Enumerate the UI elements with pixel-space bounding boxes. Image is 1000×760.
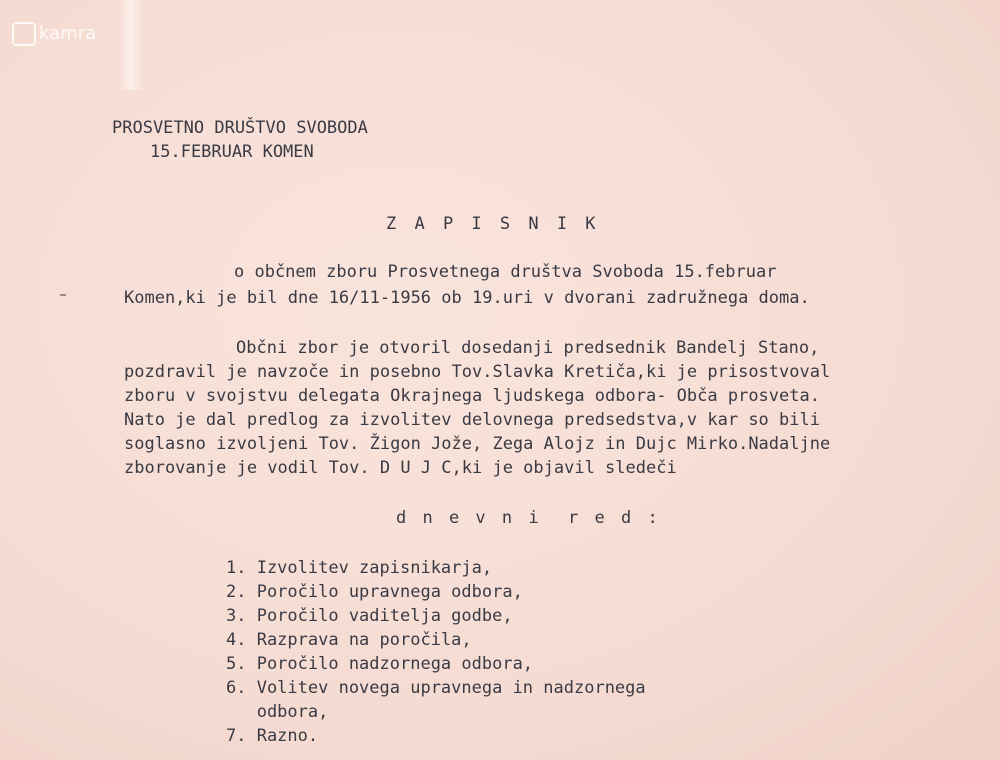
body-line-4: Nato je dal predlog za izvolitev delovnega predsedstva,v kar so bili <box>124 410 820 430</box>
agenda-item: 7. Razno. <box>226 726 319 746</box>
intro-line-1: o občnem zboru Prosvetnega društva Svoboda 15.februar <box>234 262 777 282</box>
agenda-item: 4. Razprava na poročila, <box>226 630 472 650</box>
org-location: 15.FEBRUAR KOMEN <box>150 142 314 162</box>
agenda-item: 1. Izvolitev zapisnikarja, <box>226 558 493 578</box>
body-line-1: Občni zbor je otvoril dosedanji predsednik Bandelj Stano, <box>236 338 820 358</box>
intro-line-2: Komen,ki je bil dne 16/11-1956 ob 19.uri v dvorani zadružnega doma. <box>124 288 810 308</box>
body-line-2: pozdravil je navzoče in posebno Tov.Slavka Kretiča,ki je prisostvoval <box>124 362 831 382</box>
org-name: PROSVETNO DRUŠTVO SVOBODA <box>112 118 368 138</box>
body-line-3: zboru v svojstvu delegata Okrajnega ljudskega odbora- Obča prosveta. <box>124 386 820 406</box>
agenda-item: 3. Poročilo vaditelja godbe, <box>226 606 513 626</box>
agenda-item-continued: odbora, <box>226 702 329 722</box>
body-line-6: zborovanje je vodil Tov. D U J C,ki je objavil sledeči <box>124 458 677 478</box>
agenda-item: 6. Volitev novega upravnega in nadzornega <box>226 678 646 698</box>
watermark-text: kamra <box>39 23 97 44</box>
watermark-logo <box>12 22 96 46</box>
document-title: Z A P I S N I K <box>386 214 600 234</box>
agenda-heading: d n e v n i r e d : <box>396 508 661 528</box>
body-line-5: soglasno izvoljeni Tov. Žigon Jože, Zega Alojz in Dujc Mirko.Nadaljne <box>124 434 831 454</box>
paper-mark <box>60 294 66 296</box>
kamra-logo-icon <box>12 22 36 46</box>
agenda-item: 2. Poročilo upravnega odbora, <box>226 582 523 602</box>
agenda-item: 5. Poročilo nadzornega odbora, <box>226 654 534 674</box>
paper-fold <box>118 0 144 90</box>
